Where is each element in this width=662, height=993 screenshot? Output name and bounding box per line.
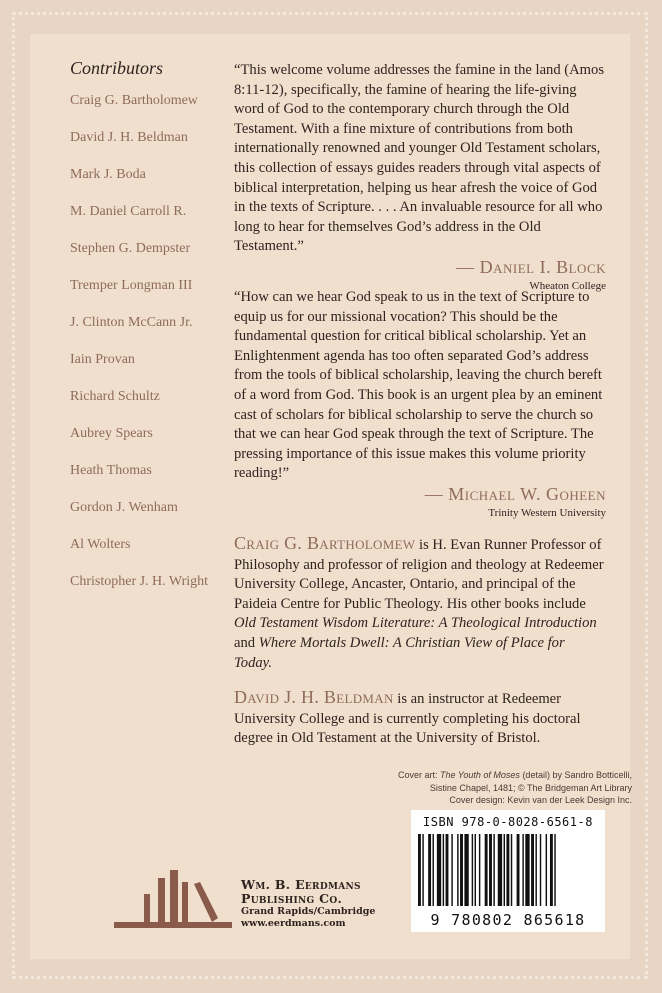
contributor-name: J. Clinton McCann Jr. — [70, 315, 193, 330]
endorser-institution: Trinity Western University — [488, 506, 606, 519]
bio-text: and — [234, 634, 259, 651]
contributor-name: Aubrey Spears — [70, 426, 153, 441]
contributors-heading: Contributors — [70, 58, 164, 78]
contributor-name: Gordon J. Wenham — [70, 500, 178, 515]
bio-text: is H. Evan Runner Professor of Philosophy and professor of religion and theology at Redeemer University College, Ancaster, Ontario, and principal of the Paideia Centre for Public Theology. His other books include — [234, 537, 604, 612]
book-title: Where Mortals Dwell: A Christian View of Place for Today. — [234, 634, 565, 671]
contributor-name: Iain Provan — [70, 352, 135, 367]
contributor-name: Tremper Longman III — [70, 278, 193, 293]
isbn-number: ISBN 978-0-8028-6561-8 — [423, 815, 593, 829]
publisher-imprint — [241, 878, 401, 930]
endorsement-quote: “How can we hear God speak to us in the text of Scripture to equip us for our missional vocation? This should be the fundamental question for critical biblical scholarship. Yet an Enlightenment agenda has too often separated God’s address from the tools of biblical scholarship, leaving the church bereft of a word from God. This book is an urgent plea by an eminent cast of scholars for biblical scholarship to serve the church so that we can hear God speak through the text of Scripture. The pressing importance of this issue makes this volume priority reading!” — [234, 289, 603, 482]
artwork-title: The Youth of Moses — [440, 770, 520, 780]
contributor-name: M. Daniel Carroll R. — [70, 204, 187, 219]
contributor-name: Al Wolters — [70, 537, 131, 552]
bio-text: is an instructor at Redeemer University College and is currently completing his doctoral degree in Old Testament at the University of Bristol. — [234, 691, 581, 747]
quote-attribution — [234, 485, 606, 520]
cover-credits — [332, 769, 632, 807]
contributor-name: Mark J. Boda — [70, 167, 146, 182]
editor-name: David J. H. Beldman — [234, 687, 394, 707]
endorsement-quote: “This welcome volume addresses the famine in the land (Amos 8:11-12), specifically, the famine of hearing the life-giving word of God to the contemporary church through the Old Testament. With a fine mixture of contributions from both internationally renowned and younger Old Testament scholars, this collection of essays guides readers through vital aspects of biblical interpretation, helping us hear afresh the voice of God in the texts of Scripture. . . . An invaluable resource for all who long to hear for themselves God’s address in the Old Testament.” — [234, 62, 605, 255]
contributor-name: Heath Thomas — [70, 463, 152, 478]
publisher-name: Wm. B. Eerdmans — [241, 877, 361, 892]
ean-number: 9 780802 865618 — [430, 911, 586, 929]
publisher-location: Grand Rapids/Cambridge — [241, 906, 376, 917]
credit-text: Sistine Chapel, 1481; © The Bridgeman Art Library — [429, 782, 632, 793]
editor-bio — [234, 688, 606, 749]
publisher-name: Publishing Co. — [241, 891, 343, 906]
contributor-name: Richard Schultz — [70, 389, 160, 404]
barcode-bars-icon — [418, 834, 598, 906]
contributor-name: David J. H. Beldman — [70, 130, 188, 145]
endorser-name: — Daniel I. Block — [456, 256, 606, 277]
endorsement-quote-block — [234, 288, 606, 520]
endorser-institution: Wheaton College — [529, 279, 606, 292]
contributor-name: Christopher J. H. Wright — [70, 574, 209, 589]
book-title: Old Testament Wisdom Literature: A Theological Introduction — [234, 615, 597, 632]
eerdmans-books-logo-icon — [114, 868, 232, 930]
credit-text: (detail) by Sandro Botticelli, — [519, 770, 632, 780]
contributors-list — [70, 58, 230, 591]
editor-name: Craig G. Bartholomew — [234, 533, 416, 553]
contributor-name: Craig G. Bartholomew — [70, 93, 198, 108]
endorsement-quote-block — [234, 61, 606, 293]
isbn-barcode — [411, 810, 605, 932]
publisher-website: www.eerdmans.com — [241, 918, 346, 929]
contributor-name: Stephen G. Dempster — [70, 241, 191, 256]
credit-text: Cover art: — [398, 770, 441, 780]
credit-text: Cover design: Kevin van der Leek Design Inc. — [449, 795, 632, 805]
editor-bio — [234, 534, 606, 673]
endorser-name: — Michael W. Goheen — [424, 483, 606, 504]
